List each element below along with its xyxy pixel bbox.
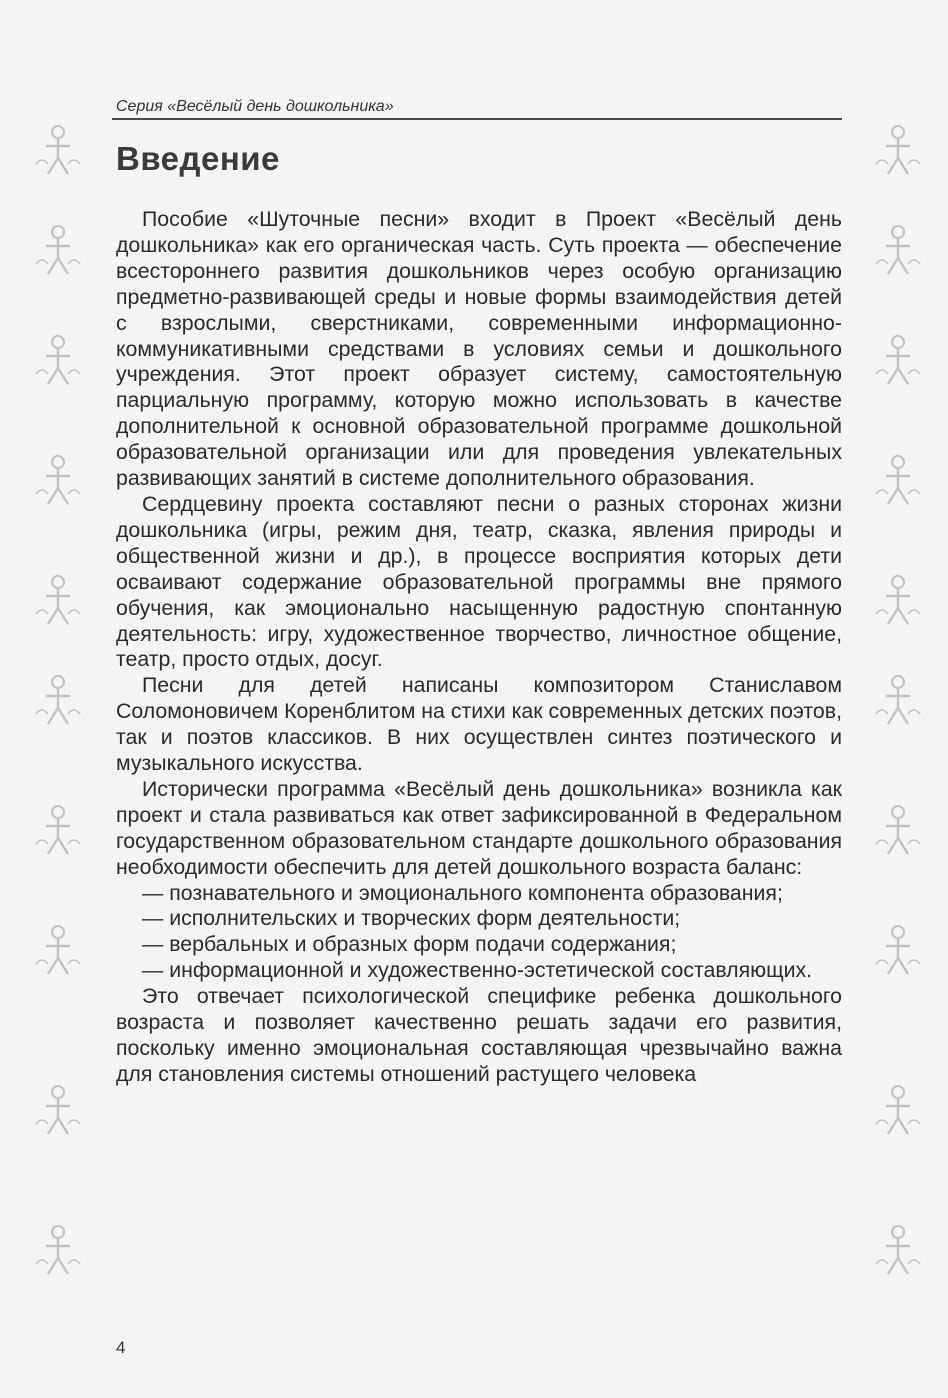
paragraph: Песни для детей написаны композитором Станиславом Соломоновичем Коренблитом на стихи как современных детских поэтов, так и поэтов классиков. В них осуществлен синтез поэтического и музыкального искусства.	[116, 673, 842, 776]
folk-figure-icon	[28, 670, 88, 730]
list-item: — информационной и художественно-эстетической составляющих.	[142, 958, 813, 983]
folk-figure-icon	[28, 120, 88, 180]
folk-figure-icon	[868, 800, 928, 860]
page-number: 4	[116, 1338, 126, 1357]
body-text	[116, 207, 842, 1088]
folk-figure-icon	[868, 670, 928, 730]
folk-figure-icon	[868, 1080, 928, 1140]
folk-figure-icon	[28, 450, 88, 510]
folk-figure-icon	[28, 220, 88, 280]
page-title: Введение	[116, 140, 280, 177]
folk-figure-icon	[868, 1220, 928, 1280]
folk-figure-icon	[28, 330, 88, 390]
folk-figure-icon	[28, 1080, 88, 1140]
paragraph: Пособие «Шуточные песни» входит в Проект «Весёлый день дошкольника» как его органическая часть. Суть проекта — обеспечение всестороннего развития дошкольников через особую организацию предметно-развивающей среды и новые формы взаимодействия детей с взрослыми, сверстниками, современными информационно-коммуникативными средствами в условиях семьи и дошкольного учреждения. Этот проект образует систему, самостоятельную парциальную программу, которую можно использовать в качестве дополнительной к основной образовательной программе дошкольной образовательной организации или для проведения увлекательных развивающих занятий в системе дополнительного образования.	[116, 207, 842, 491]
folk-figure-icon	[868, 450, 928, 510]
paragraph: Сердцевину проекта составляют песни о разных сторонах жизни дошкольника (игры, режим дня, театр, сказка, явления природы и общественной жизни и др.), в процессе восприятия которых дети осваивают содержание образовательной программы вне прямого обучения, как эмоционально насыщенную радостную спонтанную деятельность: игру, художественное творчество, личностное общение, театр, просто отдых, досуг.	[116, 491, 842, 672]
folk-figure-icon	[868, 220, 928, 280]
folk-figure-icon	[28, 570, 88, 630]
balance-list	[116, 881, 842, 985]
paragraph: Это отвечает психологической специфике ребенка дошкольного возраста и позволяет качественно решать задачи его развития, поскольку именно эмоциональная составляющая чрезвычайно важна для становления системы отношений растущего человека	[116, 984, 842, 1086]
list-item: — исполнительских и творческих форм деятельности;	[142, 906, 681, 931]
header-divider	[112, 118, 842, 120]
folk-figure-icon	[28, 800, 88, 860]
running-header: Серия «Весёлый день дошкольника»	[116, 98, 394, 115]
list-item: — вербальных и образных форм подачи содержания;	[142, 932, 677, 957]
folk-figure-icon	[868, 570, 928, 630]
folk-figure-icon	[28, 920, 88, 980]
list-item: — познавательного и эмоционального компонента образования;	[142, 880, 783, 905]
folk-figure-icon	[868, 120, 928, 180]
folk-figure-icon	[868, 920, 928, 980]
folk-figure-icon	[28, 1220, 88, 1280]
paragraph: Исторически программа «Весёлый день дошкольника» возникла как проект и стала развиваться как ответ зафиксированной в Федеральном государственном образовательном стандарте дошкольного образования необходимости обеспечить для детей дошкольного возраста баланс:	[116, 776, 842, 879]
folk-figure-icon	[868, 330, 928, 390]
